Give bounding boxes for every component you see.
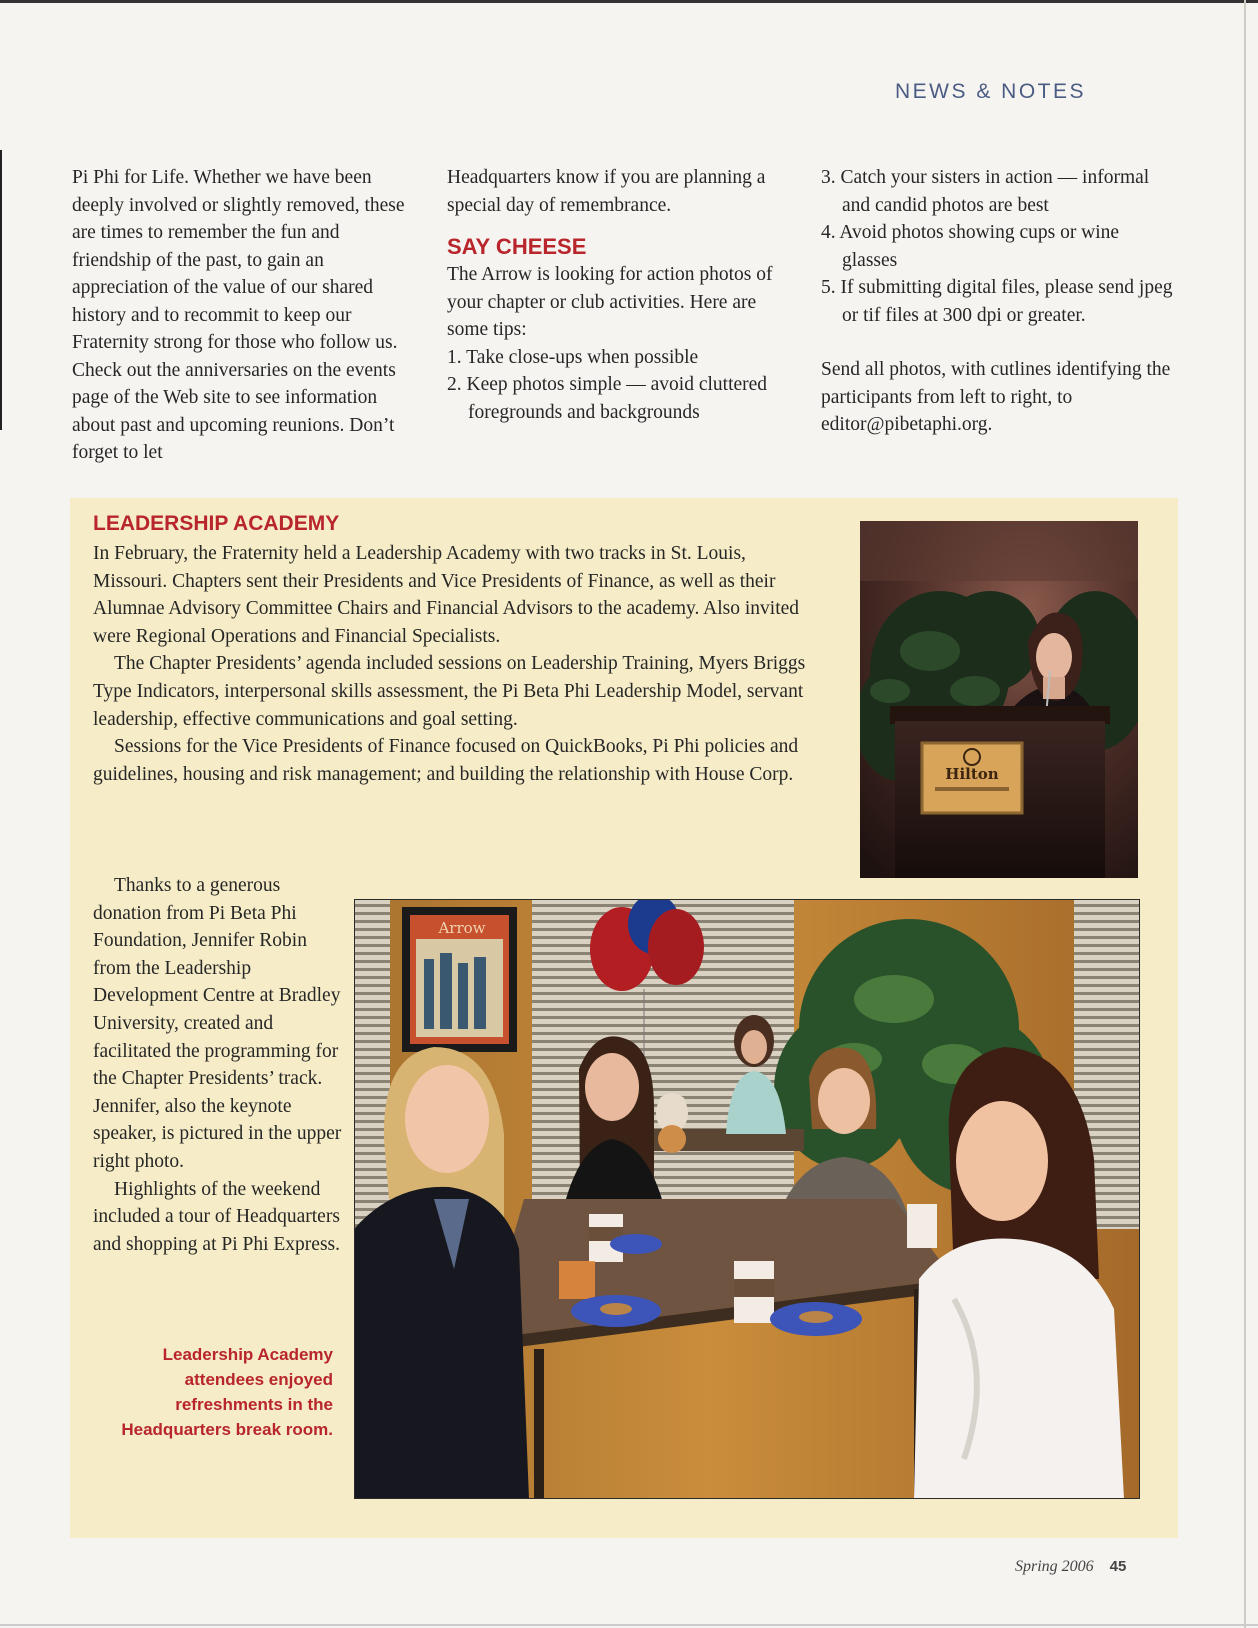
bottom-rule — [0, 1624, 1258, 1626]
left-edge-rule — [0, 150, 2, 430]
leadership-narrow-column — [93, 872, 343, 1258]
tip-item: 3. Catch your sisters in action — informal and candid photos are best — [821, 167, 1150, 216]
tip-item: 1. Take close-ups when possible — [447, 346, 699, 368]
column-1 — [72, 164, 422, 467]
podium-logo-text: Hilton — [945, 765, 999, 783]
leadership-paragraph: Sessions for the Vice Presidents of Finance focused on QuickBooks, Pi Phi policies and guidelines, housing and risk management; and building the relationship with House Corp. — [93, 736, 799, 785]
column-2-paragraph: Headquarters know if you are planning a special day of remembrance. — [447, 167, 766, 216]
say-cheese-heading: SAY CHEESE — [447, 234, 587, 259]
leadership-paragraph: Highlights of the weekend included a tour of Headquarters and shopping at Pi Phi Express. — [93, 1178, 340, 1255]
top-rule — [0, 0, 1258, 3]
photo-caption: Leadership Academy attendees enjoyed refreshments in the Headquarters break room. — [121, 1345, 333, 1439]
leadership-paragraph: The Chapter Presidents’ agenda included sessions on Leadership Training, Myers Briggs Type Indicators, interpersonal skills assessment, the Pi Beta Phi Leadership Model, servant leadership, effective communications and goal setting. — [93, 653, 806, 730]
issue-season: Spring 2006 — [1015, 1558, 1094, 1575]
column-3 — [821, 164, 1176, 439]
tip-item: 5. If submitting digital files, please send jpeg or tif files at 300 dpi or greater. — [821, 277, 1173, 326]
section-header: NEWS & NOTES — [895, 80, 1087, 103]
group-photo — [354, 899, 1140, 1499]
leadership-paragraph: In February, the Fraternity held a Leadership Academy with two tracks in St. Louis, Missouri. Chapters sent their Presidents and Vice Presidents of Finance, as well as their Alumnae Advisory Committee Chairs and Financial Advisors to the academy. Also invited were Regional Operations and Financial Specialists. — [93, 543, 800, 647]
leadership-body — [93, 540, 813, 788]
say-cheese-intro: The Arrow is looking for action photos of your chapter or club activities. Here are some tips: — [447, 264, 773, 340]
tip-item: 2. Keep photos simple — avoid cluttered foregrounds and backgrounds — [447, 374, 768, 423]
page-footer — [1015, 1558, 1126, 1576]
poster-text: Arrow — [438, 919, 486, 937]
photo-submission-note: Send all photos, with cutlines identifying the participants from left to right, to editor@pibetaphi.org. — [821, 359, 1171, 435]
leadership-heading: LEADERSHIP ACADEMY — [93, 512, 340, 535]
column-2 — [447, 164, 797, 426]
speaker-photo — [860, 521, 1138, 878]
tips-list-1 — [447, 344, 797, 427]
right-edge-rule — [1244, 0, 1246, 1628]
tips-list-2 — [821, 164, 1176, 329]
leadership-paragraph: Thanks to a generous donation from Pi Beta Phi Foundation, Jennifer Robin from the Leadership Development Centre at Bradley University, created and facilitated the programming for the Chapter Presidents’ track. Jennifer, also the keynote speaker, is pictured in the upper right photo. — [93, 875, 342, 1172]
column-1-paragraph: Pi Phi for Life. Whether we have been deeply involved or slightly removed, these are times to remember the fun and friendship of the past, to gain an appreciation of the value of our shared history and to recommit to keep our Fraternity strong for those who follow us. Check out the anniversaries on the events page of the Web site to see information about past and upcoming reunions. Don’t forget to let — [72, 167, 405, 463]
page-number: 45 — [1109, 1558, 1127, 1575]
tip-item: 4. Avoid photos showing cups or wine glasses — [821, 222, 1120, 271]
